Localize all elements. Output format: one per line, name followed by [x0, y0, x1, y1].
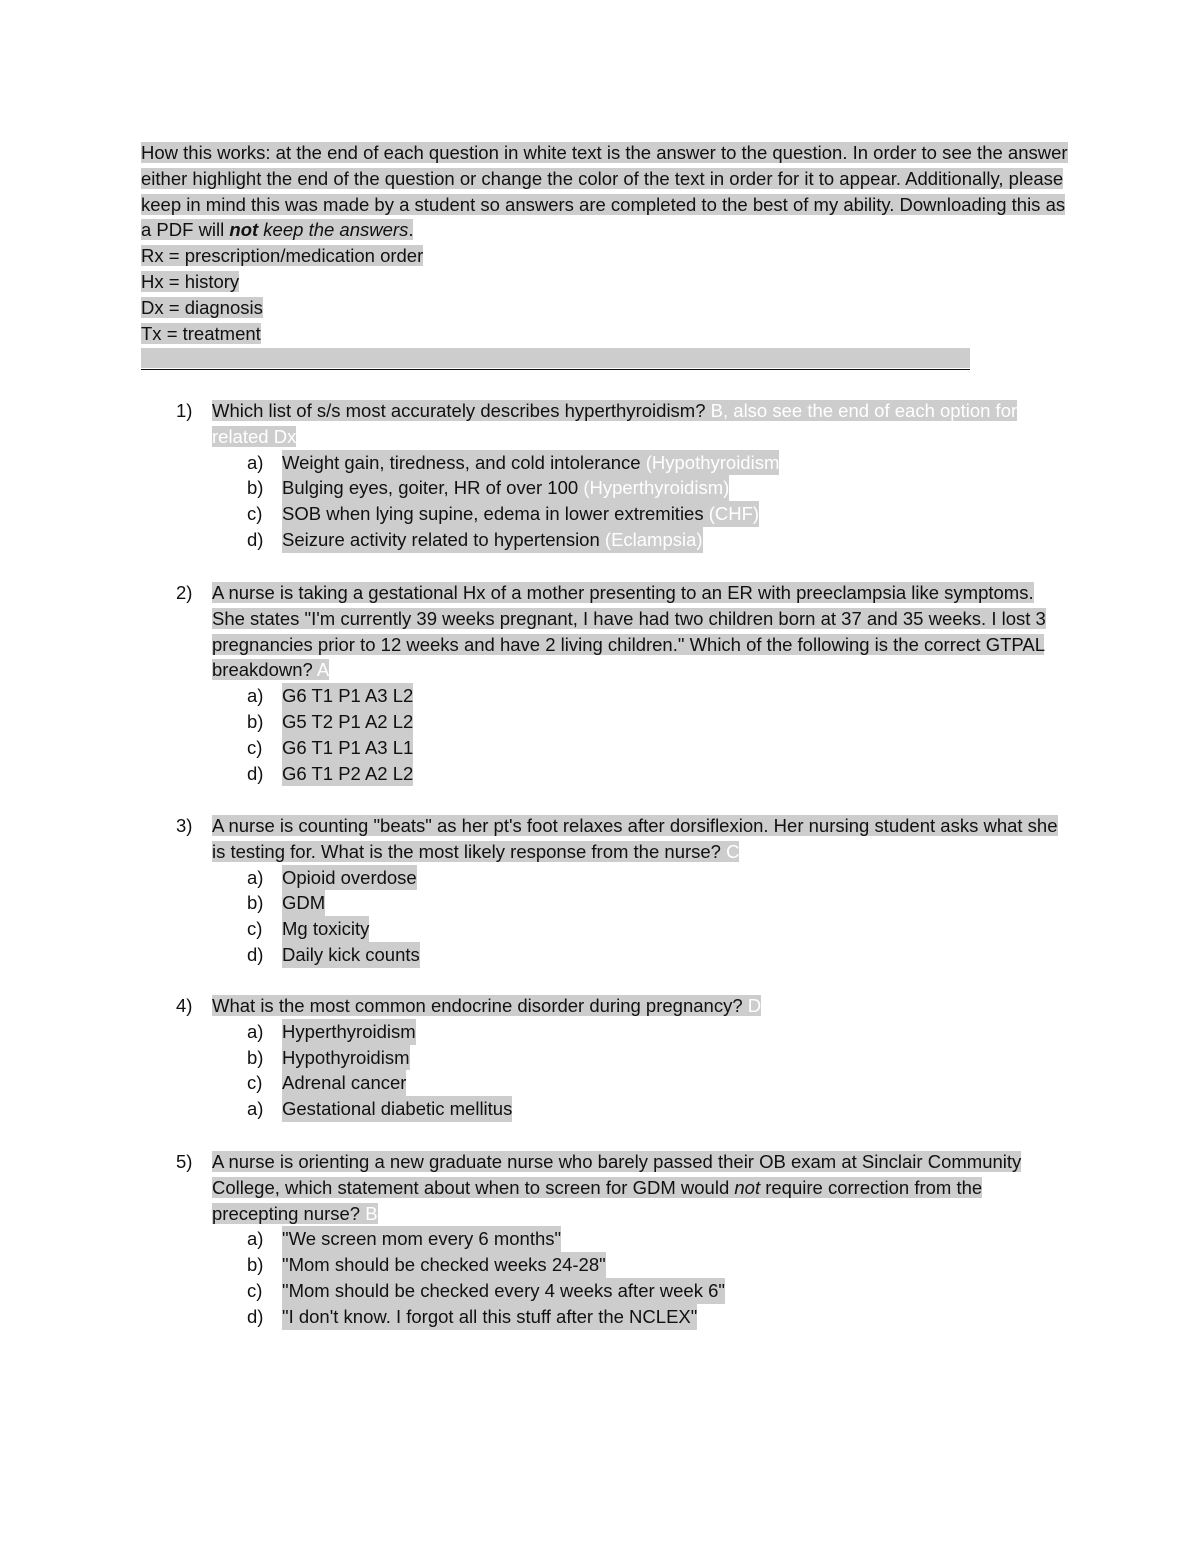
- hidden-answer: D: [747, 995, 762, 1016]
- question-text: A nurse is counting "beats" as her pt's foot relaxes after dorsiflexion. Her nursing student asks what she is testing for. What is the most likely response from the nurse? C: [212, 815, 1058, 862]
- highlighted-blank-line: [141, 348, 970, 368]
- question-2: [0, 580, 1200, 786]
- question-4: [0, 993, 1200, 1122]
- question-text: A nurse is taking a gestational Hx of a mother presenting to an ER with preeclampsia like symptoms. She states "I'm currently 39 weeks pregnant, I have had two children born at 37 and 35 weeks. I lost 3 pregnancies prior to 12 weeks and have 2 living children." Which of the following is the correct GTPAL breakdown? A: [212, 582, 1046, 681]
- question-emphasis: not: [734, 1176, 761, 1198]
- intro-text: How this works: at the end of each question in white text is the answer to the question. In order to see the answer either highlight the end of the question or change the color of the text in order for it to appear. Additionally, please keep in mind this was made by a student so answers are completed to the best of my ability. Downloading this as a PDF will: [141, 142, 1068, 241]
- option-b: b) "Mom should be checked weeks 24-28": [0, 1252, 1200, 1278]
- intro-period: .: [408, 219, 414, 241]
- hidden-answer: B: [365, 1202, 378, 1224]
- hidden-diagnosis: (Eclampsia): [604, 528, 703, 550]
- intro-paragraph: [141, 140, 1071, 243]
- option-a: a) Weight gain, tiredness, and cold intolerance (Hypothyroidism: [0, 450, 1200, 476]
- question-number: 2): [176, 582, 193, 603]
- option-d: d) Seizure activity related to hypertension (Eclampsia): [0, 527, 1200, 553]
- hidden-diagnosis: (CHF): [708, 503, 760, 525]
- options-list: [0, 450, 1200, 553]
- hidden-answer: B, also see the end of each option for related Dx: [212, 400, 1018, 447]
- question-number: 5): [176, 1151, 193, 1172]
- option-a: a) Hyperthyroidism: [0, 1019, 1200, 1045]
- option-d: d) Daily kick counts: [0, 942, 1200, 968]
- intro-emphasis: not: [229, 219, 259, 241]
- horizontal-divider: [141, 369, 970, 370]
- option-a: a) "We screen mom every 6 months": [0, 1226, 1200, 1252]
- question-number: 3): [176, 815, 193, 836]
- option-d: a) Gestational diabetic mellitus: [0, 1096, 1200, 1122]
- option-d: d) "I don't know. I forgot all this stuff after the NCLEX": [0, 1304, 1200, 1330]
- option-c: c) G6 T1 P1 A3 L1: [0, 735, 1200, 761]
- hidden-answer: A: [316, 659, 330, 681]
- option-c: c) Adrenal cancer: [0, 1070, 1200, 1096]
- intro-italic: keep the answers: [258, 219, 409, 241]
- question-number: 4): [176, 995, 193, 1016]
- abbreviation-hx: Hx = history: [141, 270, 240, 292]
- question-text: Which list of s/s most accurately describes hyperthyroidism? B, also see the end of each option for related Dx: [212, 400, 1018, 447]
- options-list: [0, 865, 1200, 968]
- option-d: d) G6 T1 P2 A2 L2: [0, 761, 1200, 787]
- abbreviation-tx: Tx = treatment: [141, 322, 261, 344]
- hidden-answer: C: [726, 840, 740, 862]
- question-5: [0, 1149, 1200, 1330]
- options-list: [0, 1019, 1200, 1122]
- question-text: What is the most common endocrine disorder during pregnancy? D: [212, 995, 762, 1016]
- option-a: a) G6 T1 P1 A3 L2: [0, 683, 1200, 709]
- question-3: [0, 813, 1200, 968]
- option-b: b) Hypothyroidism: [0, 1045, 1200, 1071]
- option-c: c) "Mom should be checked every 4 weeks after week 6": [0, 1278, 1200, 1304]
- options-list: [0, 683, 1200, 786]
- hidden-diagnosis: (Hyperthyroidism): [583, 477, 730, 499]
- question-text: A nurse is orienting a new graduate nurse who barely passed their OB exam at Sinclair Community College, which statement about when to screen for GDM would not require correction from the precepting nurse? B: [212, 1151, 1022, 1224]
- question-1: [0, 398, 1200, 553]
- intro-section: [141, 140, 1071, 346]
- option-b: b) G5 T2 P1 A2 L2: [0, 709, 1200, 735]
- question-number: 1): [176, 400, 193, 421]
- option-c: c) Mg toxicity: [0, 916, 1200, 942]
- option-b: b) GDM: [0, 890, 1200, 916]
- option-a: a) Opioid overdose: [0, 865, 1200, 891]
- options-list: [0, 1226, 1200, 1329]
- option-c: c) SOB when lying supine, edema in lower extremities (CHF): [0, 501, 1200, 527]
- hidden-diagnosis: (Hypothyroidism: [645, 451, 780, 473]
- abbreviation-rx: Rx = prescription/medication order: [141, 245, 424, 267]
- option-b: b) Bulging eyes, goiter, HR of over 100 (Hyperthyroidism): [0, 475, 1200, 501]
- abbreviation-dx: Dx = diagnosis: [141, 296, 263, 318]
